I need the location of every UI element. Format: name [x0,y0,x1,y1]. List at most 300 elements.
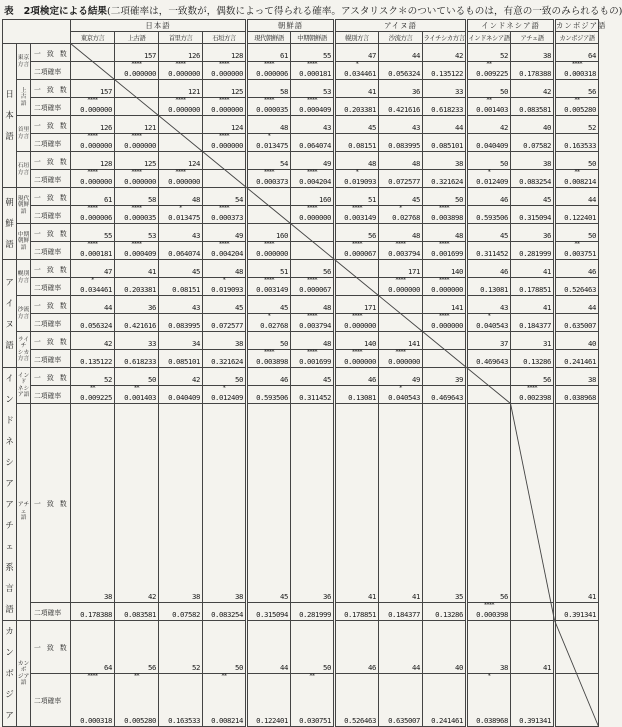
table-cell [247,314,291,332]
table-cell [203,188,247,206]
table-cell [291,260,335,278]
language-label-text: 現代 [17,195,30,202]
table-cell [335,242,379,260]
group-label-text: 語 [5,131,14,141]
binomial-prob: 0.178851 [344,610,377,619]
significance-mark: **** [307,61,318,68]
language-label-text: 沙流 [17,307,30,313]
table-cell [71,621,115,674]
table-cell [555,62,599,80]
table-cell [291,350,335,368]
match-count: 42 [192,375,201,384]
binomial-prob: 0.003794 [299,321,332,330]
binomial-prob: 0.635007 [564,321,597,330]
table-cell [71,188,115,206]
language-label-text: アチェ [17,502,30,515]
table-cell [467,314,511,332]
match-count: 50 [280,339,289,348]
match-count: 42 [104,339,113,348]
table-cell [247,350,291,368]
table-cell [71,206,115,224]
binomial-prob: 0.003149 [344,213,377,222]
table-cell [555,152,599,170]
match-count: 45 [235,303,244,312]
binomial-prob: 0.241461 [564,357,597,366]
binomial-prob: 0.001699 [299,357,332,366]
match-count: 50 [323,663,332,672]
significance-mark: **** [439,205,450,212]
match-count: 52 [104,375,113,384]
match-count: 128 [100,159,113,168]
match-count: 56 [148,663,157,672]
match-count: 45 [280,592,289,601]
table-row [3,170,599,188]
binomial-prob: 0.085101 [168,357,201,366]
match-count: 56 [323,267,332,276]
table-cell [467,206,511,224]
column-header: 首里方言 [159,32,203,44]
column-header-row [3,32,599,44]
table-cell [335,188,379,206]
match-count: 40 [588,339,597,348]
table-cell [379,224,423,242]
table-cell [423,80,467,98]
significance-mark: * [355,61,359,68]
table-cell [555,674,599,727]
match-count-label: 一 致 数 [31,621,71,674]
table-cell [511,98,555,116]
match-count: 42 [500,123,509,132]
table-cell [247,386,291,404]
match-count: 43 [412,123,421,132]
binomial-prob: 0.321624 [211,357,244,366]
table-cell [115,98,159,116]
table-cell [115,152,159,170]
table-cell [247,134,291,152]
table-cell [71,134,115,152]
match-count: 50 [588,231,597,240]
match-count: 51 [280,267,289,276]
table-cell [467,260,511,278]
table-cell [203,224,247,242]
match-count: 58 [148,195,157,204]
table-cell [203,134,247,152]
table-cell [335,621,379,674]
match-count: 40 [543,123,552,132]
table-cell [203,170,247,188]
binomial-prob: 0.005280 [124,716,157,725]
match-count: 41 [148,267,157,276]
table-cell [555,332,599,350]
match-count: 49 [323,159,332,168]
match-count: 45 [543,195,552,204]
significance-mark: **** [484,602,495,609]
table-cell [247,62,291,80]
match-count: 126 [100,123,113,132]
table-row [3,603,599,621]
table-cell [423,170,467,188]
table-cell [115,260,159,278]
table-cell [115,80,159,98]
table-cell [335,278,379,296]
significance-mark: ** [574,97,580,104]
binomial-prob: 0.000000 [388,285,421,294]
table-cell [159,170,203,188]
match-count: 42 [543,87,552,96]
table-cell [291,116,335,134]
binomial-prob: 0.040543 [476,321,509,330]
binomial-prob: 0.040409 [168,393,201,402]
match-count: 121 [188,87,201,96]
table-cell [379,260,423,278]
table-cell [71,98,115,116]
table-cell [291,621,335,674]
table-cell [115,332,159,350]
table-row [3,242,599,260]
table-cell [555,188,599,206]
language-label-text: 方言 [17,133,30,140]
binomial-prob: 0.02768 [392,213,421,222]
match-count: 141 [408,339,421,348]
table-cell [511,80,555,98]
table-cell [467,188,511,206]
table-cell [159,603,203,621]
table-cell [247,188,291,206]
table-cell [159,206,203,224]
binomial-prob: 0.469643 [431,393,464,402]
table-cell [335,603,379,621]
table-cell [247,260,291,278]
binomial-prob: 0.000006 [80,213,113,222]
table-cell [247,206,291,224]
table-title: 2項検定による結果 [23,6,108,17]
group-label-text: インドネシア [5,373,14,488]
table-cell [247,278,291,296]
table-cell [159,674,203,727]
table-cell [203,314,247,332]
table-cell [379,621,423,674]
binomial-prob: 0.000000 [80,105,113,114]
significance-mark: **** [131,169,142,176]
table-row [3,134,599,152]
significance-mark: **** [395,277,406,284]
match-count: 41 [543,267,552,276]
binomial-prob: 0.635007 [388,716,421,725]
binomial-prob: 0.003149 [256,285,289,294]
table-cell [423,116,467,134]
match-count: 43 [323,123,332,132]
table-cell [203,206,247,224]
language-label [17,188,31,224]
table-note: (二項確率は，一致数が，偶数によって得られる確率。アスタリスク＊のついているものは，有意の一致のみられるもの) [107,6,622,17]
match-count: 41 [368,87,377,96]
table-cell [115,296,159,314]
binomial-prob-label: 二項確率 [31,674,71,727]
table-cell [115,314,159,332]
binomial-prob: 0.038968 [564,393,597,402]
table-caption [4,3,622,17]
match-count: 46 [368,375,377,384]
match-count: 43 [500,303,509,312]
table-cell [423,134,467,152]
table-cell [159,260,203,278]
match-count-label: 一 致 数 [31,116,71,134]
table-cell [511,314,555,332]
match-count: 50 [235,663,244,672]
table-cell [423,44,467,62]
binomial-prob: 0.019093 [211,285,244,294]
language-label-text: 中期 [17,231,30,238]
table-cell [115,224,159,242]
binomial-prob: 0.000000 [168,69,201,78]
table-cell [511,621,555,674]
table-cell [423,603,467,621]
match-count: 41 [543,303,552,312]
group-label-text: 語 [5,339,14,350]
match-count: 38 [104,592,113,601]
match-count: 140 [451,267,464,276]
significance-mark: **** [439,241,450,248]
group-label [3,621,17,727]
table-cell [423,188,467,206]
match-count: 54 [235,195,244,204]
language-label-text: ネシア語 [17,385,30,398]
table-cell [511,134,555,152]
table-cell [511,386,555,404]
table-cell [291,152,335,170]
match-count: 44 [412,663,421,672]
table-cell [467,62,511,80]
language-label-text: 語 [20,515,27,522]
table-cell [159,188,203,206]
match-count-label: 一 致 数 [31,404,71,603]
significance-mark: ** [90,385,96,392]
group-label-text: 鮮 [5,218,14,228]
table-cell [467,332,511,350]
table-cell [115,44,159,62]
match-count: 47 [104,267,113,276]
match-count-label: 一 致 数 [31,44,71,62]
match-count: 141 [451,303,464,312]
table-row [3,152,599,170]
binomial-prob: 0.040543 [388,393,421,402]
table-cell [203,332,247,350]
match-count: 47 [368,51,377,60]
binomial-prob: 0.038968 [476,716,509,725]
table-cell [467,296,511,314]
binomial-prob: 0.004204 [299,177,332,186]
language-label-text: 語 [20,100,27,107]
binomial-prob: 0.184377 [519,321,552,330]
match-count: 42 [455,51,464,60]
binomial-prob: 0.013475 [168,213,201,222]
table-cell [71,260,115,278]
match-count: 64 [588,51,597,60]
group-label-text: カンボジア [5,626,14,720]
table-row [3,314,599,332]
significance-mark: **** [352,313,363,320]
table-cell [203,242,247,260]
match-count: 43 [192,303,201,312]
binomial-prob: 0.122401 [256,716,289,725]
language-label-text: 方言 [17,277,30,284]
table-cell [555,224,599,242]
match-count-label: 一 致 数 [31,368,71,386]
table-cell [159,621,203,674]
table-cell [291,242,335,260]
match-count-label: 一 致 数 [31,260,71,278]
match-count: 38 [455,159,464,168]
significance-mark: **** [219,61,230,68]
language-label-text: シカ方言 [17,349,30,362]
column-header: 幌別方言 [335,32,379,44]
table-cell [247,44,291,62]
binomial-prob: 0.004204 [211,249,244,258]
significance-mark: **** [131,133,142,140]
table-cell [467,368,511,386]
table-cell [291,314,335,332]
binomial-prob: 0.000409 [124,249,157,258]
table-cell [159,404,203,603]
match-count: 45 [500,231,509,240]
binomial-prob: 0.000000 [388,357,421,366]
match-count: 48 [235,267,244,276]
match-count: 52 [500,51,509,60]
binomial-prob: 0.064074 [299,141,332,150]
table-cell [247,296,291,314]
binomial-prob: 0.085101 [431,141,464,150]
table-cell [467,621,511,674]
match-count: 44 [455,123,464,132]
table-cell [335,368,379,386]
binomial-prob: 0.083995 [388,141,421,150]
match-count: 38 [543,51,552,60]
table-cell [203,116,247,134]
column-header: 沙流方言 [379,32,423,44]
binomial-prob: 0.241461 [431,716,464,725]
table-cell [71,152,115,170]
table-cell [291,134,335,152]
binomial-prob-label: 二項確率 [31,62,71,80]
binomial-prob: 0.013475 [256,141,289,150]
table-cell [423,206,467,224]
table-cell [511,350,555,368]
binomial-prob: 0.000398 [476,610,509,619]
binomial-prob: 0.000000 [124,141,157,150]
language-label-text: 朝鮮語 [17,238,30,251]
table-row [3,98,599,116]
match-count: 44 [104,303,113,312]
table-cell [335,206,379,224]
significance-mark: **** [395,349,406,356]
significance-mark: ** [486,61,492,68]
table-row [3,80,599,98]
significance-mark: **** [219,205,230,212]
table-cell [71,314,115,332]
table-cell [423,674,467,727]
table-cell [291,62,335,80]
table-corner [3,20,71,44]
binomial-prob: 0.135122 [431,69,464,78]
match-count: 121 [144,123,157,132]
binomial-prob: 0.008214 [564,177,597,186]
match-count: 48 [280,123,289,132]
binomial-prob: 0.122401 [564,213,597,222]
table-cell [423,62,467,80]
table-cell [511,44,555,62]
table-cell [203,278,247,296]
table-cell [379,314,423,332]
binomial-prob: 0.281999 [519,249,552,258]
column-header: インドネシア語 [467,32,511,44]
match-count: 56 [500,592,509,601]
table-cell [159,314,203,332]
significance-mark: ** [486,97,492,104]
match-count: 52 [192,663,201,672]
match-count: 43 [192,231,201,240]
binomial-prob: 0.000409 [299,105,332,114]
table-cell [555,260,599,278]
column-header: 東京方言 [71,32,115,44]
table-cell [247,98,291,116]
match-count: 38 [500,663,509,672]
table-cell [555,116,599,134]
table-cell [467,386,511,404]
match-count: 33 [148,339,157,348]
table-cell [203,368,247,386]
table-row [3,62,599,80]
match-count: 44 [280,663,289,672]
table-cell [467,80,511,98]
table-cell [159,332,203,350]
table-cell [379,296,423,314]
significance-mark: * [91,277,94,284]
table-cell [379,674,423,727]
significance-mark: **** [219,241,230,248]
match-count: 50 [455,195,464,204]
binomial-prob: 0.000067 [344,249,377,258]
group-label-text: ア [5,276,14,287]
table-cell [159,62,203,80]
binomial-prob-label: 二項確率 [31,98,71,116]
binomial-prob: 0.203381 [124,285,157,294]
binomial-prob: 0.135122 [80,357,113,366]
significance-mark: **** [264,169,275,176]
table-cell [379,278,423,296]
table-cell [247,332,291,350]
binomial-prob: 0.040409 [476,141,509,150]
significance-mark: ** [134,673,140,680]
table-cell [511,116,555,134]
table-cell [71,350,115,368]
match-count: 48 [323,303,332,312]
group-label-text: 朝 [5,197,14,207]
binomial-prob: 0.034461 [344,69,377,78]
significance-mark: **** [307,169,318,176]
significance-mark: **** [307,97,318,104]
table-cell [203,674,247,727]
match-count: 46 [500,195,509,204]
table-cell [203,621,247,674]
table-cell [71,242,115,260]
table-cell [467,98,511,116]
binomial-prob: 0.08151 [172,285,201,294]
binomial-prob: 0.02768 [260,321,289,330]
binomial-prob: 0.083254 [519,177,552,186]
table-cell [555,621,599,674]
table-cell [203,44,247,62]
table-cell [555,278,599,296]
